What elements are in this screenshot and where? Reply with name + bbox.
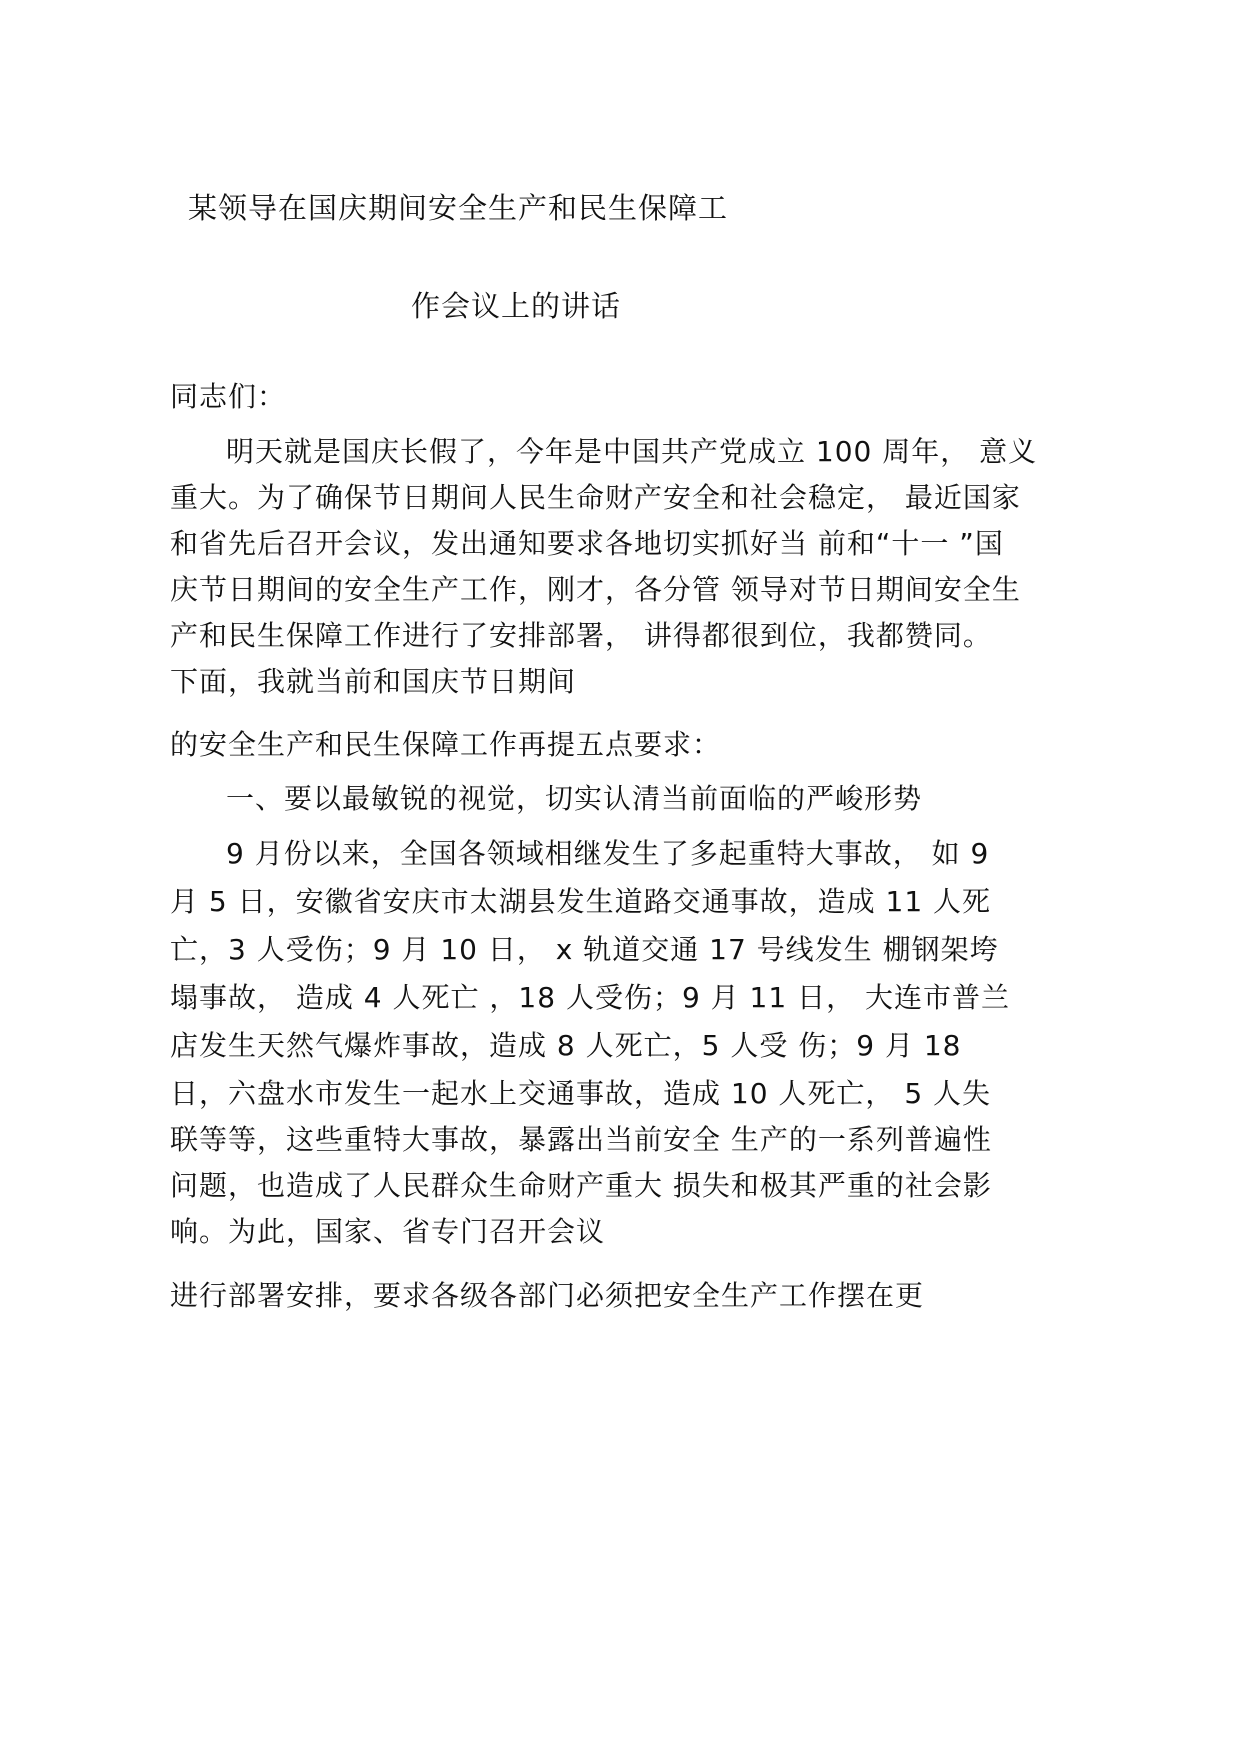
body-line: 9 月份以来，全国各领域相继发生了多起重特大事故， 如 9	[226, 837, 990, 870]
body-line: 进行部署安排，要求各级各部门必须把安全生产工作摆在更	[170, 1279, 925, 1312]
body-line: 月 5 日，安徽省安庆市太湖县发生道路交通事故，造成 11 人死	[170, 885, 992, 918]
document-title-line-1: 某领导在国庆期间安全生产和民生保障工	[188, 191, 729, 225]
document-title-line-2: 作会议上的讲话	[411, 289, 622, 323]
section-heading: 一、要以最敏锐的视觉，切实认清当前面临的严峻形势	[226, 782, 923, 815]
body-line: 庆节日期间的安全生产工作，刚才，各分管 领导对节日期间安全生	[170, 573, 1021, 606]
body-line: 塌事故， 造成 4 人死亡 ，18 人受伤；9 月 11 日， 大连市普兰	[170, 981, 1010, 1014]
body-line: 下面，我就当前和国庆节日期间	[170, 665, 577, 698]
salutation: 同志们：	[170, 380, 287, 413]
body-line: 日，六盘水市发生一起水上交通事故，造成 10 人死亡， 5 人失	[170, 1077, 992, 1110]
body-line: 和省先后召开会议，发出通知要求各地切实抓好当 前和“十一 ”国	[170, 527, 1004, 560]
body-line: 产和民生保障工作进行了安排部署， 讲得都很到位，我都赞同。	[170, 619, 992, 652]
body-line: 问题，也造成了人民群众生命财产重大 损失和极其严重的社会影	[170, 1169, 992, 1202]
body-line: 亡，3 人受伤；9 月 10 日， x 轨道交通 17 号线发生 棚钢架垮	[170, 933, 999, 966]
body-line: 重大。为了确保节日期间人民生命财产安全和社会稳定， 最近国家	[170, 481, 1021, 514]
body-line: 联等等，这些重特大事故，暴露出当前安全 生产的一系列普遍性	[170, 1123, 992, 1156]
body-line: 明天就是国庆长假了，今年是中国共产党成立 100 周年， 意义	[226, 435, 1038, 468]
body-line: 响。为此，国家、省专门召开会议	[170, 1215, 606, 1248]
body-line: 的安全生产和民生保障工作再提五点要求：	[170, 728, 722, 761]
body-line: 店发生天然气爆炸事故，造成 8 人死亡，5 人受 伤；9 月 18	[170, 1029, 962, 1062]
